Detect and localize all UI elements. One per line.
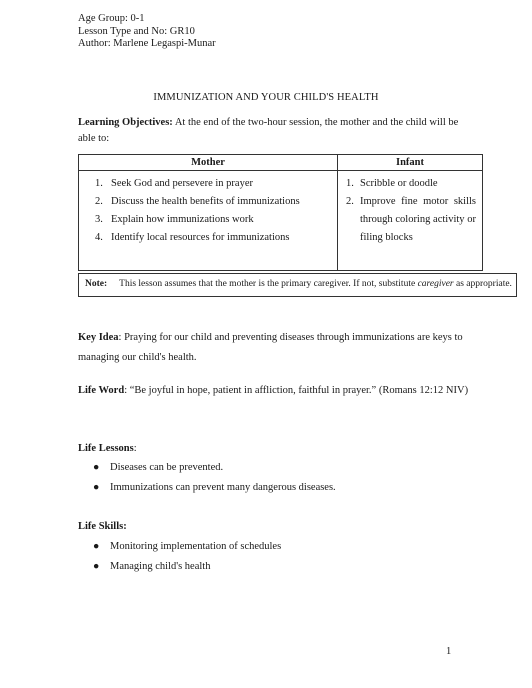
objectives-table (78, 154, 483, 271)
page-number: 1 (446, 646, 452, 657)
lesson-type: Lesson Type and No: GR10 (78, 25, 195, 37)
life-word-label: Life Word (78, 385, 125, 396)
key-idea-label: Key Idea (78, 332, 119, 343)
bullet-icon: ● (93, 462, 100, 473)
table-header-row (79, 155, 483, 171)
list-item: 2. Discuss the health benefits of immunizations (95, 196, 300, 207)
list-item: ● Monitoring implementation of schedules (78, 537, 281, 557)
list-item: ● Diseases can be prevented. (78, 458, 336, 478)
infant-header: Infant (338, 155, 483, 171)
infant-list (338, 175, 482, 247)
author: Author: Marlene Legaspi-Munar (78, 38, 216, 49)
mother-list (79, 175, 337, 247)
table-row (79, 171, 483, 271)
page-title: IMMUNIZATION AND YOUR CHILD'S HEALTH (153, 92, 379, 103)
bullet-icon: ● (93, 482, 100, 493)
learning-objectives (78, 115, 463, 146)
note-text-end: as appropriate. (453, 279, 512, 289)
life-word (78, 381, 478, 401)
objectives-text: At the end of the two-hour session, the mother and the child will be able to: (78, 117, 459, 144)
note-emphasis: caregiver (417, 279, 454, 289)
list-item: ● Managing child's health (78, 557, 281, 577)
list-item: 2. Improve fine motor skills through coloring activity or filing blocks (346, 196, 476, 243)
mother-header: Mother (79, 155, 338, 171)
age-group: Age Group: 0-1 (78, 13, 145, 24)
life-skills-heading: Life Skills: (78, 521, 127, 532)
list-item: ● Immunizations can prevent many dangerous diseases. (78, 478, 336, 498)
key-idea-text: : Praying for our child and preventing diseases through immunizations are keys to managing our child's health. (78, 332, 463, 363)
list-item: 1. Scribble or doodle (346, 178, 438, 189)
note-box (78, 273, 517, 297)
document-meta (78, 13, 216, 51)
life-lessons-heading: Life Lessons: (78, 443, 137, 454)
mother-cell (79, 171, 338, 271)
note-text: This lesson assumes that the mother is the primary caregiver. If not, substitute (119, 279, 418, 289)
key-idea (78, 328, 478, 368)
life-word-text: : “Be joyful in hope, patient in affliction, faithful in prayer.” (Romans 12:12 NIV) (124, 385, 469, 396)
objectives-label: Learning Objectives: (78, 117, 173, 128)
list-item: 1. Seek God and persevere in prayer (95, 178, 253, 189)
life-skills-list (78, 537, 281, 577)
infant-cell (338, 171, 483, 271)
life-lessons-list (78, 458, 336, 498)
bullet-icon: ● (93, 541, 100, 552)
note-label: Note: (85, 279, 108, 289)
list-item: 3. Explain how immunizations work (95, 214, 254, 225)
bullet-icon: ● (93, 561, 100, 572)
list-item: 4. Identify local resources for immunizations (95, 232, 290, 243)
